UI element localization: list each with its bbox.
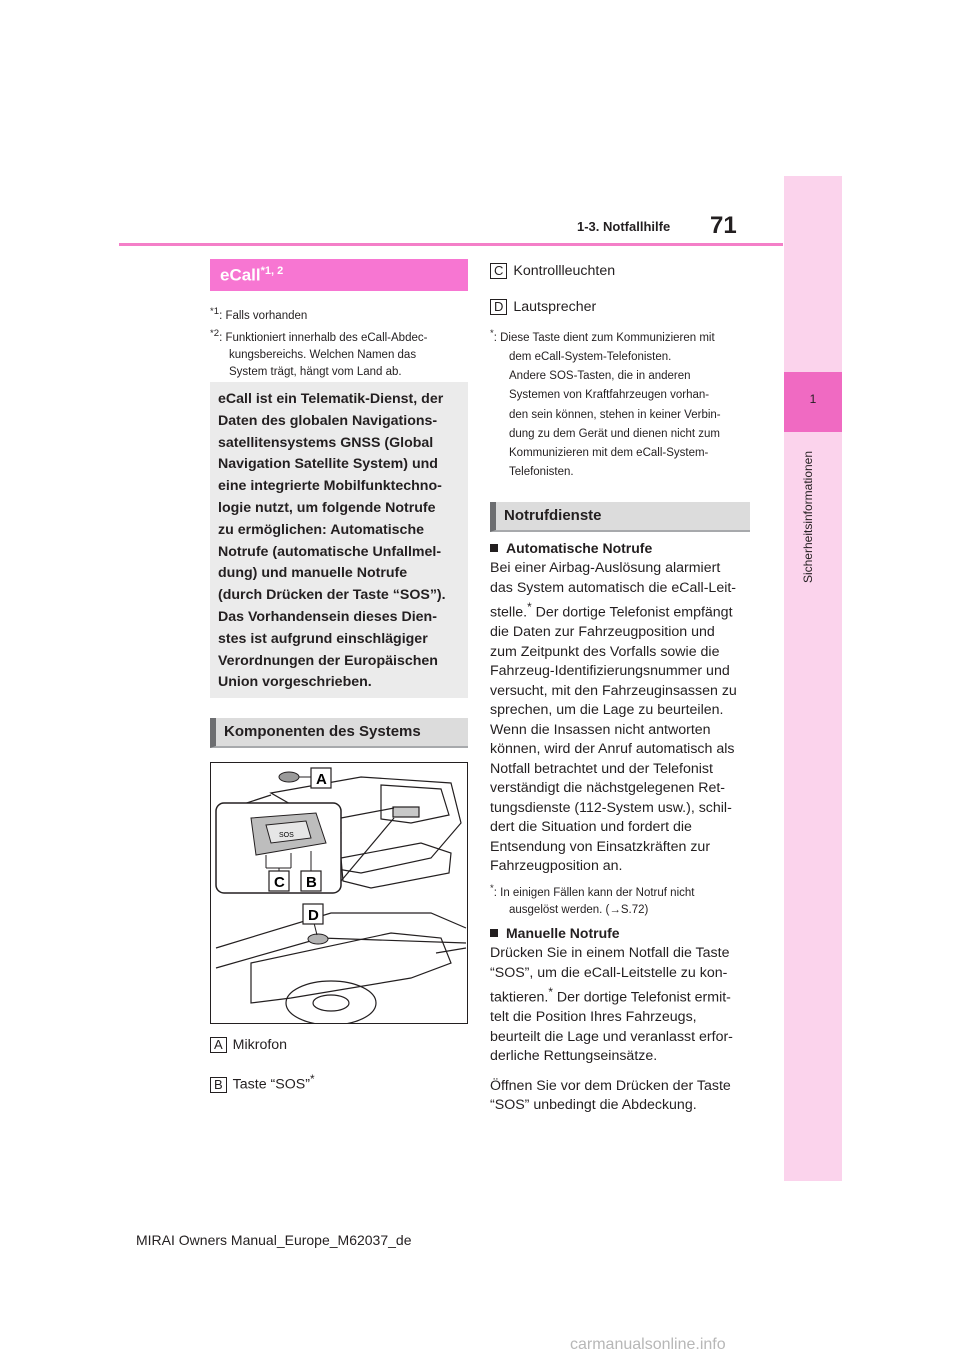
- notruf-title: Notrufdienste: [504, 507, 602, 524]
- notruf-banner: [490, 502, 750, 532]
- bullet-square-icon: [490, 929, 498, 937]
- component-text-a: Mikrofon: [232, 1037, 288, 1053]
- sos-text: SOS: [279, 832, 294, 839]
- footnote-2: $^{*2}$: Funktioniert innerhalb des eCall-Abdec-: [210, 327, 428, 344]
- auto-notrufe-note: *: In einigen Fällen kann der Notruf nicht ausgelöst werden. (→S.72): [490, 880, 750, 919]
- components-banner: [210, 718, 468, 748]
- components-title: Komponenten des Systems: [224, 723, 421, 740]
- footnote-2-line-3: System trägt, hängt vom Land ab.: [229, 365, 402, 378]
- component-label-c: C: [490, 263, 507, 279]
- steering-wheel: [286, 981, 376, 1023]
- dashboard: [251, 933, 451, 1003]
- ecall-title: eCall$^{*1, 2}$: [220, 265, 284, 285]
- section-heading: 1-3. Notfallhilfe: [577, 219, 671, 234]
- box-line: eine integrierte Mobilfunktechno-: [218, 478, 442, 495]
- auto-notrufe-heading: Automatische Notrufe: [490, 540, 750, 556]
- box-line: Das Vorhandensein dieses Dien-: [218, 608, 437, 625]
- component-label-d: D: [490, 299, 507, 315]
- box-line: Daten des globalen Navigations-: [218, 412, 438, 429]
- side-tab-label-text: Sicherheitsinformationen: [801, 450, 815, 584]
- box-line: Navigation Satellite System) und: [218, 456, 438, 473]
- box-line: Union vorgeschrieben.: [218, 674, 372, 691]
- auto-notrufe-body: Bei einer Airbag-Auslösung alarmiert das System automatisch die eCall-Leit- stelle.* Der dortige Telefonist empfängt die Daten zur Fahrzeugposition und zum Zeitpunkt des Vorfalls sowie die Fahrzeug-Identifizierungsnummer und versucht, mit den Fahrzeuginsassen zu sprechen, um die Lage zu beurteilen. Wenn die Insassen nicht antworten können, wird der Anruf automatisch als Notfall betrachtet und der Telefonist verständigt die nächstgelegenen Ret- tungsdienste (112-System usw.), schil- dert die Situation und fordert die Entsendung von Einsatzkräften zur Fahrzeugposition an.: [490, 560, 737, 875]
- bullet-square-icon: [490, 544, 498, 552]
- ecall-description-box: [210, 382, 468, 698]
- sos-button-note: *: Diese Taste dient zum Kommunizieren mit dem eCall-System-Telefonisten. Andere SOS-Tasten, die in anderen Systemen von Kraftfahrzeugen vorhan- den sein können, stehen in keiner Verbin- dung zu dem Gerät und dienen nicht zum Kommunizieren mit dem eCall-System- Telefonisten.: [490, 328, 721, 479]
- auto-notrufe-section: [490, 540, 750, 919]
- box-line: satellitensystems GNSS (Global: [218, 434, 434, 451]
- manual-notrufe-body: Drücken Sie in einem Notfall die Taste “SOS”, um die eCall-Leitstelle zu kon- taktieren.* Der dortige Telefonist ermit- telt die Position Ihres Fahrzeugs, beurteilt die Lage und veranlasst erfor- derliche Rettungseinsätze.: [490, 945, 733, 1065]
- box-line: zu ermöglichen: Automatische: [218, 521, 425, 538]
- manual-notrufe-section: [490, 925, 750, 1116]
- component-text-c: Kontrollleuchten: [513, 263, 616, 279]
- component-item-c: [490, 262, 750, 282]
- footnote-2-line-2: kungsbereichs. Welchen Namen das: [229, 348, 417, 361]
- side-tab-label: [801, 437, 819, 597]
- component-item-a: [210, 1036, 468, 1056]
- watermark: carmanualsonline.info: [570, 1336, 726, 1353]
- footnote-1: $^{*1}$: Falls vorhanden: [210, 306, 308, 322]
- figure-label-d: D: [308, 907, 319, 924]
- box-line: Notrufe (automatische Unfallmel-: [218, 543, 442, 560]
- component-label-b: B: [210, 1077, 227, 1093]
- box-line: dung) und manuelle Notrufe: [218, 565, 408, 582]
- figure-label-a: A: [316, 771, 327, 788]
- figure-label-b: B: [306, 874, 317, 891]
- component-item-d: [490, 298, 750, 318]
- component-label-a: A: [210, 1037, 227, 1053]
- page-reference-link[interactable]: ausgelöst werden. (→S.72): [509, 903, 649, 916]
- box-line: Verordnungen der Europäischen: [218, 652, 438, 669]
- footer-document-id: MIRAI Owners Manual_Europe_M62037_de: [136, 1232, 412, 1248]
- box-line: (durch Drücken der Taste “SOS”).: [218, 587, 446, 604]
- side-tab-strip: [784, 176, 842, 1181]
- console-indicator: [393, 807, 419, 817]
- speaker-icon: [308, 934, 328, 944]
- ecall-banner: [210, 259, 468, 291]
- component-item-b: B Taste “SOS”*: [210, 1070, 468, 1095]
- box-line: stes ist aufgrund einschlägiger: [218, 630, 428, 647]
- ecall-footnotes: [210, 303, 468, 381]
- system-components-figure: [210, 762, 468, 1024]
- microphone-icon: [279, 772, 299, 782]
- component-text-d: Lautsprecher: [513, 299, 597, 315]
- box-line: logie nutzt, um folgende Notrufe: [218, 499, 436, 516]
- box-line: eCall ist ein Telematik-Dienst, der: [218, 391, 444, 407]
- figure-label-c: C: [274, 874, 285, 891]
- car-interior-illustration: [211, 763, 467, 1023]
- component-text-b: Taste “SOS”: [232, 1076, 310, 1093]
- side-tab-chapter-number: 1: [809, 392, 817, 406]
- manual-notrufe-heading: Manuelle Notrufe: [490, 925, 750, 941]
- page-number: 71: [710, 212, 737, 239]
- manual-notrufe-para2: Öffnen Sie vor dem Drücken der Taste “SOS” unbedingt die Abdeckung.: [490, 1077, 731, 1114]
- header-rule: [119, 243, 783, 246]
